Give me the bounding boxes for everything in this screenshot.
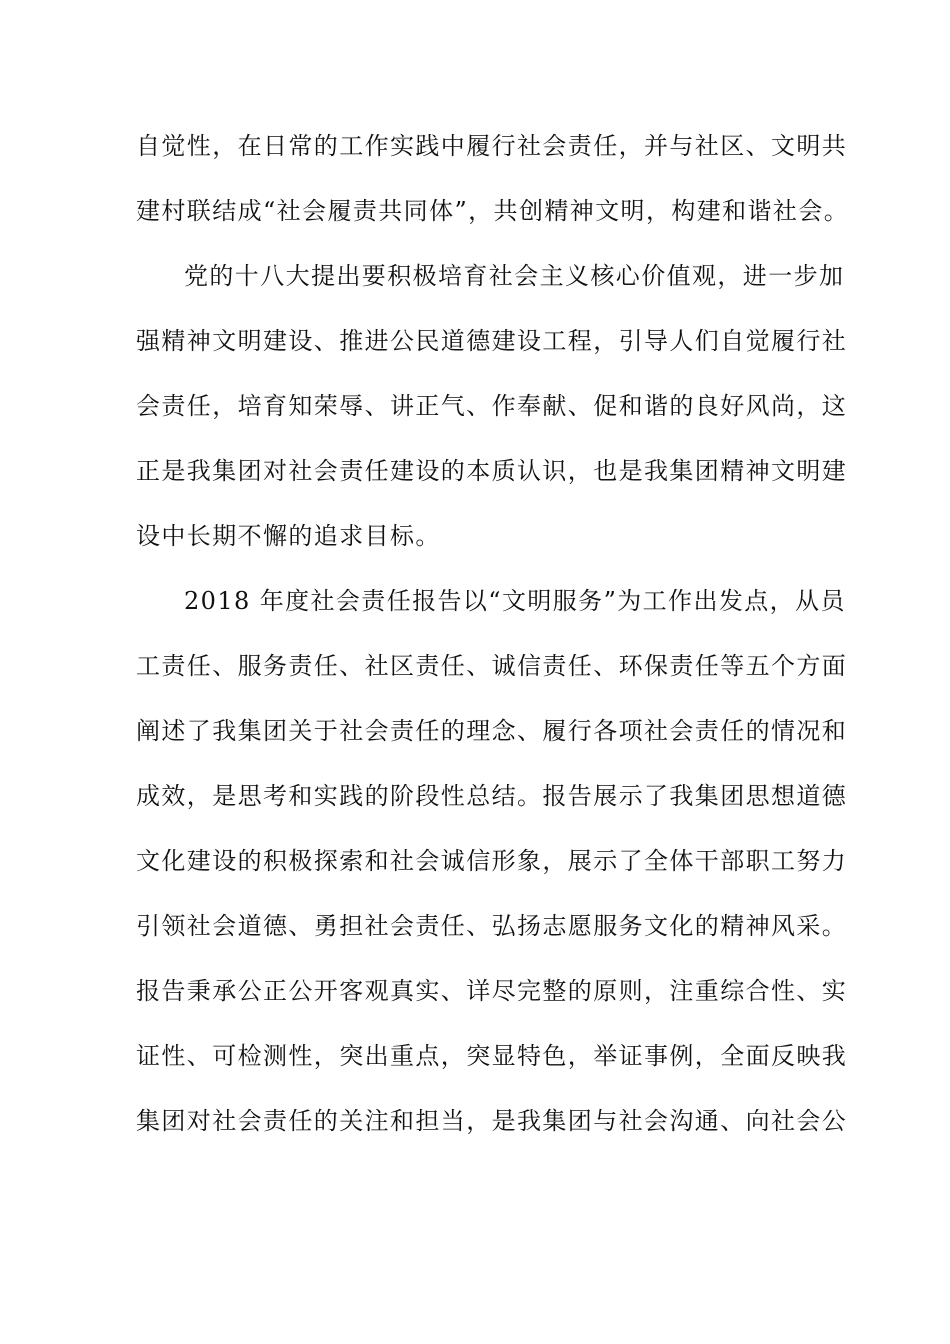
body-text [136,122,850,1162]
text-line: 强精神文明建设、推进公民道德建设工程，引导人们自觉履行社 [136,327,848,355]
text-line: 工责任、服务责任、社区责任、诚信责任、环保责任等五个方面 [136,652,848,680]
text-line: 证性、可检测性，突出重点，突显特色，举证事例，全面反映我 [136,1042,848,1070]
paragraph-first-line: 党的十八大提出要积极培育社会主义核心价值观，进一步加 [184,262,845,290]
text-line: 建村联结成“社会履责共同体”，共创精神文明，构建和谐社会。 [136,197,850,225]
paragraph-first-line: 2018 年度社会责任报告以“文明服务”为工作出发点，从员 [184,587,846,615]
text-line: 文化建设的积极探索和社会诚信形象，展示了全体干部职工努力 [136,847,848,875]
text-line: 阐述了我集团关于社会责任的理念、履行各项社会责任的情况和 [136,717,848,745]
text-line: 正是我集团对社会责任建设的本质认识，也是我集团精神文明建 [136,457,848,485]
text-line: 引领社会道德、勇担社会责任、弘扬志愿服务文化的精神风采。 [136,912,848,940]
text-line: 设中长期不懈的追求目标。 [136,522,441,550]
text-line: 成效，是思考和实践的阶段性总结。报告展示了我集团思想道德 [136,782,848,810]
text-line: 报告秉承公正公开客观真实、详尽完整的原则，注重综合性、实 [136,977,848,1005]
text-line: 自觉性，在日常的工作实践中履行社会责任，并与社区、文明共 [136,132,848,160]
text-line: 集团对社会责任的关注和担当，是我集团与社会沟通、向社会公 [136,1107,848,1135]
text-line: 会责任，培育知荣辱、讲正气、作奉献、促和谐的良好风尚，这 [136,392,848,420]
